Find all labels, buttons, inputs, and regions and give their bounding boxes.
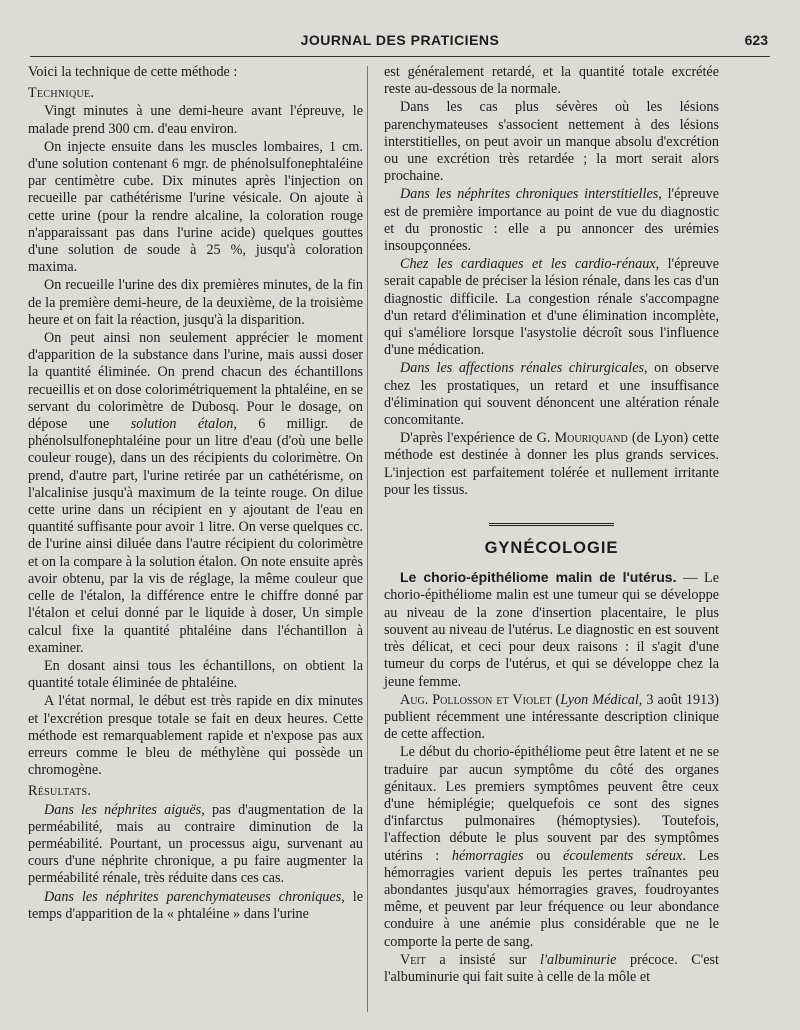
paragraph xyxy=(384,360,719,429)
paragraph: Dans les cas plus sévères où les lésions parenchymateuses s'associent nettement à des lésions interstitielles, on peut avoir un manque absolu d'excrétion ou une excrétion très retardée ; la mort serait alors prochaine. xyxy=(384,99,719,185)
italic-text: hémorragies xyxy=(451,847,524,864)
author-name: Veit xyxy=(400,951,426,968)
paragraph: On injecte ensuite dans les muscles lombaires, 1 cm. d'une solution contenant 6 mgr. de phénolsulfonephtaléine par centimètre cube. Dix minutes après l'injection on recueille par cathétérisme l'urine vésicale. On ajoute à cette urine (pour la rendre alcaline, la coloration rouge n'apparaissant pas dans l'urine acide) quelques gouttes d'une solution de soude à 25 %, jusqu'à coloration maxima. xyxy=(28,138,363,276)
paragraph: Vingt minutes à une demi-heure avant l'épreuve, le malade prend 300 cm. d'eau environ. xyxy=(28,103,363,137)
text: . Les hémorragies varient depuis les pertes traînantes peu abondantes jusqu'aux hémorragies graves, foudroyantes même, et peuvent par leur fréquence ou leur abondance conduire à une anémie plus considérable que ne le comporte la perte de sang. xyxy=(384,847,719,950)
text: ou xyxy=(523,847,564,864)
section-separator xyxy=(489,523,614,526)
italic-text: Dans les affections rénales chirurgicales xyxy=(400,360,645,377)
text: , l'épreuve est de première importance au point de vue du diagnostic et du pronostic : elle a pu annoncer des urémies insoupçonnées. xyxy=(384,186,719,255)
author-name: G. Mouriquand xyxy=(536,430,628,447)
right-column xyxy=(384,64,719,987)
paragraph xyxy=(28,802,363,888)
text: (de Lyon) cette méthode est destinée à donner les plus grands services. L'injection est parfaitement tolérée et nullement irritante pour les tissus. xyxy=(384,430,720,498)
paragraph xyxy=(28,330,363,657)
paragraph xyxy=(384,952,719,986)
paragraph xyxy=(384,186,719,255)
paragraph xyxy=(28,889,363,923)
left-column xyxy=(28,64,363,924)
italic-text: l'albuminurie xyxy=(540,951,617,968)
text: a insisté sur xyxy=(425,951,541,968)
page-number: 623 xyxy=(744,32,768,48)
text: — Le chorio-épithéliome malin est une tumeur qui se développe au niveau de la zone d'insertion placentaire, le plus souvent au niveau de l'utérus. Le diagnostic en est souvent très délicat, et ceci pour deux raisons : il s'agit d'une tumeur du corps de l'utérus, et qui se développe chez la jeune femme. xyxy=(384,570,719,690)
column-divider xyxy=(367,66,368,1012)
italic-text: écoulements séreux xyxy=(563,847,683,864)
text: , le temps d'apparition de la « phtaléine » dans l'urine xyxy=(28,888,363,922)
paragraph: En dosant ainsi tous les échantillons, on obtient la quantité totale éliminée de phtaléine. xyxy=(28,657,363,692)
text: précoce. C'est l'albuminurie qui fait suite à celle de la môle et xyxy=(384,951,719,985)
paragraph xyxy=(384,430,719,499)
italic-text: Chez les cardiaques et les cardio-rénaux xyxy=(400,256,656,273)
author-names: Aug. Pollosson et Violet xyxy=(400,691,552,708)
paragraph: On recueille l'urine des dix premières minutes, de la fin de la première demi-heure, de la deuxième, de la troisième heure et on fait la réaction, jusqu'à la disparition. xyxy=(28,277,363,328)
subheading-resultats: Résultats. xyxy=(28,783,92,800)
paragraph: Voici la technique de cette méthode : xyxy=(28,64,238,80)
text: Le début du chorio-épithéliome peut être latent et ne se traduire par aucun symptôme du côté des organes génitaux. Les premiers symptômes peuvent être ceux d'une hémiplégie; quelquefois ce sont des signes d'infarctus pulmonaires (hémoptysies). Toutefois, l'affection débute le plus souvent par des symptômes utérins : xyxy=(384,744,719,864)
text: D'après l'expérience de xyxy=(400,430,537,447)
text: , l'épreuve serait capable de préciser la lésion rénale, dans les cas d'un diagnostic difficile. La congestion rénale s'accompagne d'un retard d'élimination et d'une élimination incomplète, qui s'améliore lorsque l'asystolie décroît sous l'influence d'une médication. xyxy=(384,256,719,359)
text: , on observe chez les prostatiques, un retard et une insuffisance d'élimination qui souvent dénoncent une altération rénale concomitante. xyxy=(384,360,719,429)
subheading-technique: Technique. xyxy=(28,85,95,102)
paragraph xyxy=(384,692,719,744)
paragraph: est généralement retardé, et la quantité totale excrétée reste au-dessous de la normale. xyxy=(384,64,719,98)
paragraph xyxy=(384,256,719,359)
text: , 3 août 1913) publient récemment une intéressante description clinique de cette affection. xyxy=(384,691,720,743)
text: , pas d'augmentation de la perméabilité, mais au contraire diminution de la perméabilité. Pourtant, un processus aigu, survenant au cours d'une néphrite chronique, a pu faire augmenter la perméabilité rénale, très réduite dans ces cas. xyxy=(28,801,363,887)
italic-text: Dans les néphrites chroniques interstitielles xyxy=(400,186,659,203)
paragraph xyxy=(384,569,719,690)
journal-name: Lyon Médical xyxy=(560,691,639,708)
paragraph xyxy=(384,744,719,950)
section-title: GYNÉCOLOGIE xyxy=(484,539,619,558)
italic-text: Dans les néphrites aiguës xyxy=(44,801,202,818)
running-title: JOURNAL DES PRATICIENS xyxy=(300,32,500,48)
paragraph: A l'état normal, le début est très rapide en dix minutes et l'excrétion presque totale se fait en deux heures. Cette méthode est remarquablement rapide et n'expose pas aux erreurs comme le bleu de méthylène qui possède un chromogène. xyxy=(28,693,363,779)
text: , 6 milligr. de phénolsulfonephtaléine pour un litre d'eau (d'où une belle couleur rouge), dans un des récipients du colorimètre. On prend, d'autre part, l'urine retirée par un cathétérisme, on l'alcalinise jusqu'à maximum de la teinte rouge. On dilue cette urine dans un récipient en y ajoutant de l'eau en quantité suffisante pour avoir 1 litre. On verse quelques cc. de l'urine ainsi diluée dans l'autre récipient du colorimètre et on la compare à la solution étalon. On note ensuite après avoir obtenu, par la vis de réglage, la même couleur que celle de l'étalon, la différence entre le chiffre donné par l'étalon et celui donné par le liquide à doser, Un simple calcul fixe la quantité phtaléine dans l'échantillon à examiner. xyxy=(28,416,364,656)
italic-text: solution étalon xyxy=(130,416,234,433)
page-header xyxy=(30,30,770,57)
italic-text: Dans les néphrites parenchymateuses chroniques xyxy=(44,888,342,905)
text: On peut ainsi non seulement apprécier le moment d'apparition de la substance dans l'urine, mais aussi doser la quantité éliminée. On prend chacun des échantillons recueillis et on dose colorimétriquement la phtaléine, en se servant du colorimètre de Dubosq. Pour le dosage, on dépose une xyxy=(28,330,363,433)
text: ( xyxy=(551,691,561,708)
article-title: Le chorio-épithéliome malin de l'utérus. xyxy=(400,569,677,586)
